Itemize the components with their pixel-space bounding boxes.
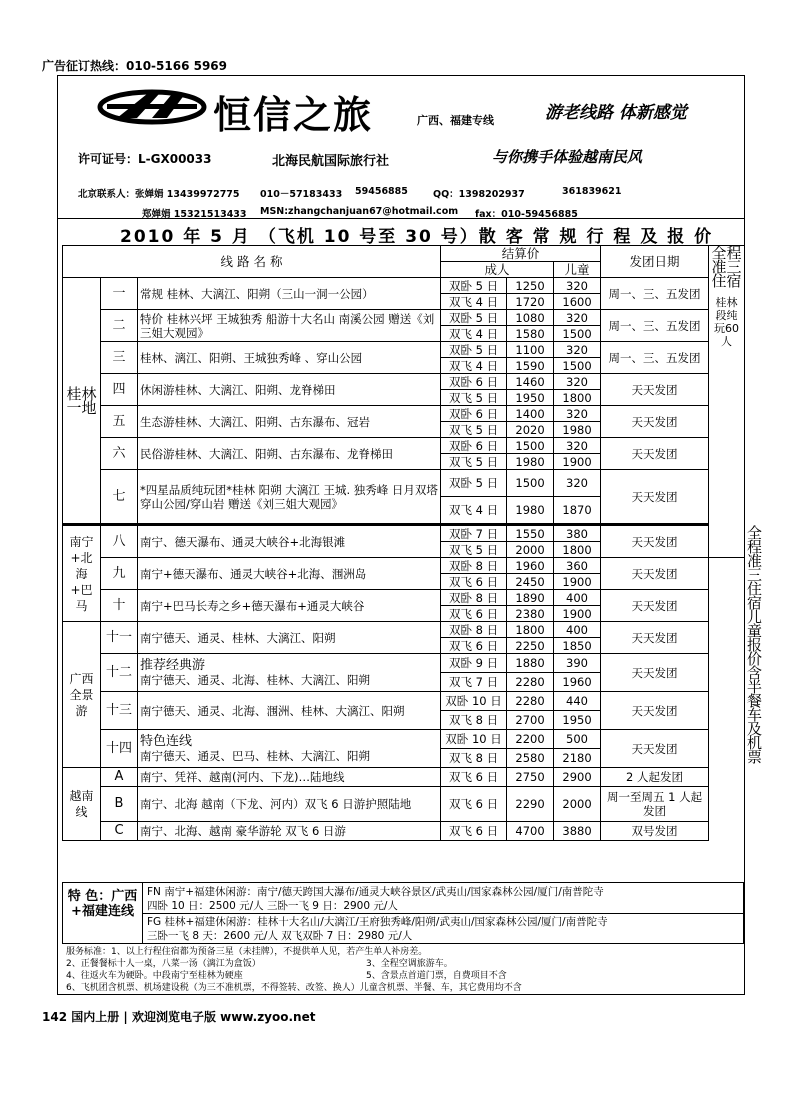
trip-type: 双卧 5 日 — [441, 470, 507, 497]
route-name: 南宁、德天瀑布、通灵大峡谷+北海银滩 — [138, 525, 441, 558]
table-row — [63, 406, 745, 422]
table-row — [63, 787, 745, 822]
route-number: 二 — [101, 310, 138, 342]
side-note-small: 桂林段纯玩60人 — [714, 296, 740, 348]
trip-type: 双卧 6 日 — [441, 374, 507, 390]
child-price: 320 — [554, 310, 601, 326]
departure-date: 天天发团 — [601, 525, 709, 558]
adult-price: 1080 — [507, 310, 554, 326]
route-name: 民俗游桂林、大漓江、阳朔、古东瀑布、龙脊梯田 — [138, 438, 441, 470]
trip-type: 双卧 10 日 — [441, 692, 507, 711]
route-name: 南宁德天、通灵、北海、涠洲、桂林、大漓江、阳朔 — [138, 692, 441, 730]
trip-type: 双卧 7 日 — [441, 525, 507, 542]
departure-date: 周一至周五 1 人起发团 — [601, 787, 709, 822]
table-row — [63, 438, 745, 454]
adult-price: 2020 — [507, 422, 554, 438]
brand-subtitle: 广西、福建专线 — [417, 114, 494, 127]
route-name: 常规 桂林、大漓江、阳朔（三山一洞一公园） — [138, 278, 441, 310]
contact-tel-2: 59456885 — [355, 186, 408, 197]
trip-type: 双飞 4 日 — [441, 294, 507, 310]
child-price: 1950 — [554, 711, 601, 730]
child-price: 1600 — [554, 294, 601, 310]
contact-msn: MSN:zhangchanjuan67@hotmail.com — [260, 206, 459, 217]
adult-price: 2700 — [507, 711, 554, 730]
note-3: 3、全程空调旅游车。 — [366, 959, 453, 969]
trip-type: 双飞 6 日 — [441, 822, 507, 841]
route-number: 三 — [101, 342, 138, 374]
contact-fax: fax：010-59456885 — [475, 209, 578, 220]
child-price: 320 — [554, 278, 601, 294]
adult-price: 1550 — [507, 525, 554, 542]
trip-type: 双卧 6 日 — [441, 406, 507, 422]
trip-type: 双卧 5 日 — [441, 278, 507, 294]
table-row — [63, 730, 745, 749]
child-price: 1800 — [554, 390, 601, 406]
header-date: 发团日期 — [601, 246, 709, 278]
departure-date: 天天发团 — [601, 590, 709, 622]
table-row: 南宁+北海+巴马 八 南宁、德天瀑布、通灵大峡谷+北海银滩 双卧 7 日 1550 380 天天发团 全程准三住宿儿童报价含半餐车及机票 — [63, 525, 745, 542]
slogan-secondary: 与你携手体验越南民风 — [492, 148, 643, 166]
departure-date: 天天发团 — [601, 374, 709, 406]
child-price: 1900 — [554, 574, 601, 590]
child-price: 390 — [554, 654, 601, 673]
departure-date: 天天发团 — [601, 654, 709, 692]
child-price: 1980 — [554, 422, 601, 438]
adult-price: 1580 — [507, 326, 554, 342]
child-price: 320 — [554, 470, 601, 497]
adult-price: 2380 — [507, 606, 554, 622]
trip-type: 双飞 4 日 — [441, 358, 507, 374]
adult-price: 2200 — [507, 730, 554, 749]
departure-date: 天天发团 — [601, 406, 709, 438]
route-name: 南宁、凭祥、越南(河内、下龙)…陆地线 — [138, 768, 441, 787]
special-label: 特 色：广西+福建连线 — [63, 883, 143, 943]
child-price: 1800 — [554, 542, 601, 558]
route-number: 一 — [101, 278, 138, 310]
table-row — [63, 822, 745, 841]
route-number: C — [101, 822, 138, 841]
agency-name: 北海民航国际旅行社 — [272, 154, 390, 169]
table-row — [63, 654, 745, 673]
trip-type: 双飞 8 日 — [441, 749, 507, 768]
trip-type: 双飞 5 日 — [441, 542, 507, 558]
child-price: 1500 — [554, 358, 601, 374]
departure-date: 天天发团 — [601, 438, 709, 470]
departure-date: 天天发团 — [601, 692, 709, 730]
trip-type: 双飞 6 日 — [441, 638, 507, 654]
departure-date: 2 人起发团 — [601, 768, 709, 787]
trip-type: 双卧 5 日 — [441, 342, 507, 358]
contact-person: 北京联系人：张婵娟 13439972775 — [78, 189, 240, 200]
note-6: 6、飞机团含机票、机场建设税（为三不准机票，不得签转、改签、换人）儿童含机票、半餐、车，其它费用均不含 — [66, 983, 522, 993]
route-name: 南宁、北海 越南（下龙、河内）双飞 6 日游护照陆地 — [138, 787, 441, 822]
special-divider — [143, 913, 743, 914]
table-row — [63, 768, 745, 787]
route-number: 四 — [101, 374, 138, 406]
adult-price: 1400 — [507, 406, 554, 422]
adult-price: 1500 — [507, 470, 554, 497]
table-row — [63, 278, 745, 294]
ad-hotline: 广告征订热线：010-5166 5969 — [42, 59, 228, 73]
trip-type: 双飞 6 日 — [441, 768, 507, 787]
route-number: 七 — [101, 470, 138, 525]
route-name: 南宁德天、通灵、桂林、大漓江、阳朔 — [138, 622, 441, 654]
header-child: 儿童 — [554, 262, 601, 278]
contact-qq-2: 361839621 — [562, 186, 622, 197]
adult-price: 1890 — [507, 590, 554, 606]
page-title: 2010 年 5 月 （飞机 10 号至 30 号）散 客 常 规 行 程 及 报 价 — [120, 227, 714, 247]
adult-price: 2280 — [507, 673, 554, 692]
adult-price: 1590 — [507, 358, 554, 374]
adult-price: 1950 — [507, 390, 554, 406]
route-number: B — [101, 787, 138, 822]
departure-date: 双号发团 — [601, 822, 709, 841]
page-footer: 142 国内上册 | 欢迎浏览电子版 www.zyoo.net — [42, 1010, 316, 1024]
price-table — [62, 244, 763, 841]
adult-price: 2580 — [507, 749, 554, 768]
trip-type: 双飞 6 日 — [441, 574, 507, 590]
route-name: 南宁、北海、越南 豪华游轮 双飞 6 日游 — [138, 822, 441, 841]
special-fn: FN 南宁+福建休闲游：南宁/德天跨国大瀑布/通灵大峡谷景区/武夷山/国家森林公园/厦门/南普陀寺 四卧 10 日：2500 元/人 三卧一飞 9 日：2900 元/人 — [147, 886, 604, 912]
child-price: 1960 — [554, 673, 601, 692]
child-price: 440 — [554, 692, 601, 711]
table-row — [63, 374, 745, 390]
route-number: 八 — [101, 525, 138, 558]
brand-name: 恒信之旅 — [213, 92, 374, 137]
trip-type: 双飞 7 日 — [441, 673, 507, 692]
route-name: 特价 桂林兴坪 王城独秀 船游十大名山 南溪公园 赠送《刘三姐大观园》 — [138, 310, 441, 342]
brand-logo-icon — [97, 88, 207, 126]
adult-price: 1960 — [507, 558, 554, 574]
child-price: 400 — [554, 590, 601, 606]
table-row — [63, 590, 745, 606]
route-number: 十二 — [101, 654, 138, 692]
departure-date: 天天发团 — [601, 470, 709, 525]
child-price: 1900 — [554, 606, 601, 622]
adult-price: 1720 — [507, 294, 554, 310]
adult-price: 1800 — [507, 622, 554, 638]
table-row — [63, 342, 745, 358]
note-4: 4、往返火车为硬卧。中段南宁至桂林为硬座 — [66, 971, 243, 981]
trip-type: 双飞 5 日 — [441, 390, 507, 406]
route-name: 南宁+德天瀑布、通灵大峡谷+北海、涠洲岛 — [138, 558, 441, 590]
region-label: 桂林一地 — [63, 278, 101, 525]
route-number: 十三 — [101, 692, 138, 730]
route-number: 十 — [101, 590, 138, 622]
child-price: 2900 — [554, 768, 601, 787]
route-number: 十四 — [101, 730, 138, 768]
slogan-primary: 游老线路 体新感觉 — [545, 103, 687, 123]
side-note-accommodation: 全程准三住宿 桂林段纯玩60人 — [709, 246, 745, 558]
header-adult: 成人 — [441, 262, 554, 278]
adult-price: 1980 — [507, 454, 554, 470]
child-price: 400 — [554, 622, 601, 638]
route-name: 推荐经典游 南宁德天、通灵、北海、桂林、大漓江、阳朔 — [138, 654, 441, 692]
trip-type: 双卧 8 日 — [441, 590, 507, 606]
child-price: 1850 — [554, 638, 601, 654]
trip-type: 双飞 4 日 — [441, 497, 507, 525]
trip-type: 双卧 5 日 — [441, 310, 507, 326]
route-name: 休闲游桂林、大漓江、阳朔、龙脊梯田 — [138, 374, 441, 406]
note-5: 5、含景点首道门票，自费项目不含 — [366, 971, 507, 981]
route-name: 桂林、漓江、阳朔、王城独秀峰 、穿山公园 — [138, 342, 441, 374]
trip-type: 双卧 10 日 — [441, 730, 507, 749]
adult-price: 2000 — [507, 542, 554, 558]
adult-price: 1880 — [507, 654, 554, 673]
table-row — [63, 622, 745, 638]
child-price: 2180 — [554, 749, 601, 768]
adult-price: 1100 — [507, 342, 554, 358]
child-price: 320 — [554, 406, 601, 422]
child-price: 2000 — [554, 787, 601, 822]
departure-date: 天天发团 — [601, 622, 709, 654]
table-row — [63, 558, 745, 574]
route-name: *四星品质纯玩团*桂林 阳朔 大漓江 王城. 独秀峰 日月双塔 穿山公园/穿山岩 赠送《刘三姐大观园》 — [138, 470, 441, 525]
child-price: 320 — [554, 342, 601, 358]
child-price: 1870 — [554, 497, 601, 525]
trip-type: 双飞 8 日 — [441, 711, 507, 730]
adult-price: 1460 — [507, 374, 554, 390]
child-price: 360 — [554, 558, 601, 574]
departure-date: 周一、三、五发团 — [601, 342, 709, 374]
trip-type: 双卧 9 日 — [441, 654, 507, 673]
trip-type: 双卧 6 日 — [441, 438, 507, 454]
adult-price: 2750 — [507, 768, 554, 787]
license-number: 许可证号：L-GX00033 — [78, 152, 212, 166]
contact-person-2: 郑婵娟 15321513433 — [142, 209, 247, 220]
trip-type: 双飞 6 日 — [441, 606, 507, 622]
adult-price: 1500 — [507, 438, 554, 454]
region-label: 越南线 — [63, 768, 101, 841]
route-number: 十一 — [101, 622, 138, 654]
route-name: 生态游桂林、大漓江、阳朔、古东瀑布、冠岩 — [138, 406, 441, 438]
adult-price: 2280 — [507, 692, 554, 711]
note-2: 2、正餐餐标十人一桌，八菜一汤（漓江为盒饭） — [66, 959, 261, 969]
trip-type: 双卧 8 日 — [441, 558, 507, 574]
header-price: 结算价 — [441, 246, 601, 262]
adult-price: 2450 — [507, 574, 554, 590]
trip-type: 双飞 4 日 — [441, 326, 507, 342]
route-name: 特色连线 南宁德天、通灵、巴马、桂林、大漓江、阳朔 — [138, 730, 441, 768]
child-price: 320 — [554, 374, 601, 390]
table-row — [63, 310, 745, 326]
departure-date: 周一、三、五发团 — [601, 310, 709, 342]
trip-type: 双飞 6 日 — [441, 787, 507, 822]
route-number: 六 — [101, 438, 138, 470]
contact-tel: 010－57183433 — [260, 189, 343, 200]
contact-qq: QQ：1398202937 — [433, 189, 525, 200]
departure-date: 周一、三、五发团 — [601, 278, 709, 310]
trip-type: 双卧 8 日 — [441, 622, 507, 638]
table-row — [63, 470, 745, 497]
special-section — [62, 882, 744, 944]
departure-date: 天天发团 — [601, 558, 709, 590]
route-number: 九 — [101, 558, 138, 590]
adult-price: 2250 — [507, 638, 554, 654]
child-price: 500 — [554, 730, 601, 749]
child-price: 320 — [554, 438, 601, 454]
special-fg: FG 桂林+福建休闲游：桂林十大名山/大漓江/王府独秀峰/阳朔/武夷山/国家森林公园/厦门/南普陀寺 三卧一飞 8 天：2600 元/人 双飞双卧 7 日：2980 元/人 — [147, 916, 608, 942]
note-1: 服务标准：1、以上行程住宿都为预备三星（未挂牌），不提供单人见，若产生单人补房差。 — [66, 947, 428, 957]
departure-date: 天天发团 — [601, 730, 709, 768]
adult-price: 4700 — [507, 822, 554, 841]
region-label: 南宁+北海+巴马 — [63, 525, 101, 622]
route-name: 南宁+巴马长寿之乡+德天瀑布+通灵大峡谷 — [138, 590, 441, 622]
trip-type: 双飞 5 日 — [441, 422, 507, 438]
child-price: 1900 — [554, 454, 601, 470]
route-number: A — [101, 768, 138, 787]
trip-type: 双飞 5 日 — [441, 454, 507, 470]
title-divider — [57, 218, 745, 219]
region-label: 广西全景游 — [63, 622, 101, 768]
header-route: 线 路 名 称 — [63, 246, 441, 278]
adult-price: 1980 — [507, 497, 554, 525]
adult-price: 1250 — [507, 278, 554, 294]
child-price: 380 — [554, 525, 601, 542]
child-price: 1500 — [554, 326, 601, 342]
adult-price: 2290 — [507, 787, 554, 822]
table-row — [63, 692, 745, 711]
route-number: 五 — [101, 406, 138, 438]
child-price: 3880 — [554, 822, 601, 841]
